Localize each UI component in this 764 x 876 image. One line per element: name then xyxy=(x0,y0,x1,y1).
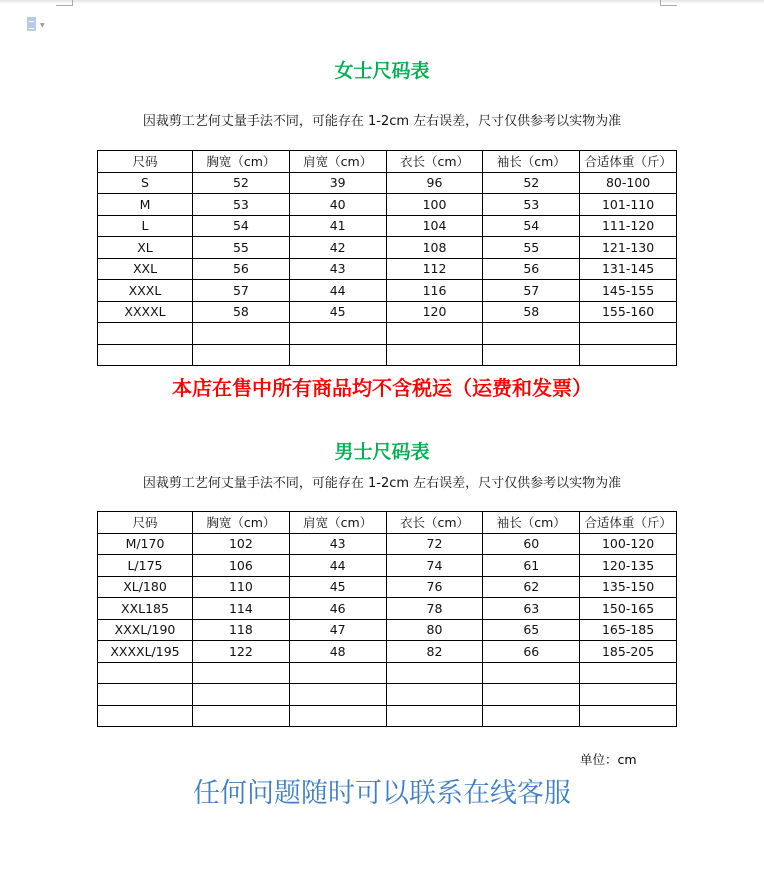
table-cell: 131-145 xyxy=(580,258,677,280)
table-cell: 135-150 xyxy=(580,576,677,598)
table-cell xyxy=(289,705,386,727)
table-row xyxy=(98,172,677,194)
table-row xyxy=(98,598,677,620)
men-size-table xyxy=(97,511,677,727)
table-cell xyxy=(193,684,290,706)
table-cell: 74 xyxy=(386,555,483,577)
chevron-down-icon[interactable]: ▼ xyxy=(40,22,45,29)
table-header-row xyxy=(98,151,677,173)
table-cell: 100-120 xyxy=(580,533,677,555)
table-cell: 108 xyxy=(386,237,483,259)
table-cell xyxy=(580,323,677,345)
table-row xyxy=(98,662,677,684)
table-cell: 66 xyxy=(483,641,580,663)
table-cell: 116 xyxy=(386,280,483,302)
table-row xyxy=(98,641,677,663)
table-cell: XL/180 xyxy=(98,576,193,598)
table-cell: XXXXL/195 xyxy=(98,641,193,663)
table-cell: 43 xyxy=(289,533,386,555)
column-header: 胸宽（cm） xyxy=(193,151,290,173)
table-cell: 82 xyxy=(386,641,483,663)
table-row xyxy=(98,258,677,280)
table-cell: 155-160 xyxy=(580,301,677,323)
column-header: 合适体重（斤） xyxy=(580,512,677,534)
table-cell: 121-130 xyxy=(580,237,677,259)
table-cell xyxy=(483,323,580,345)
table-cell: XXXL xyxy=(98,280,193,302)
table-cell: 45 xyxy=(289,301,386,323)
table-cell xyxy=(483,662,580,684)
table-cell: 58 xyxy=(193,301,290,323)
column-header: 肩宽（cm） xyxy=(289,512,386,534)
tax-notice: 本店在售中所有商品均不含税运（运费和发票） xyxy=(172,376,592,400)
table-cell: 111-120 xyxy=(580,215,677,237)
table-cell: 76 xyxy=(386,576,483,598)
table-cell: 54 xyxy=(483,215,580,237)
table-cell: 62 xyxy=(483,576,580,598)
table-row xyxy=(98,576,677,598)
table-cell xyxy=(483,344,580,366)
women-size-title: 女士尺码表 xyxy=(334,60,430,82)
table-cell: 80-100 xyxy=(580,172,677,194)
table-cell xyxy=(483,705,580,727)
table-cell: XXXL/190 xyxy=(98,619,193,641)
table-cell: 122 xyxy=(193,641,290,663)
table-cell xyxy=(386,705,483,727)
table-cell: 47 xyxy=(289,619,386,641)
table-cell: 61 xyxy=(483,555,580,577)
table-cell: 56 xyxy=(483,258,580,280)
men-size-title: 男士尺码表 xyxy=(334,441,430,463)
table-cell: 65 xyxy=(483,619,580,641)
table-cell xyxy=(193,705,290,727)
table-cell: 56 xyxy=(193,258,290,280)
table-cell: 52 xyxy=(483,172,580,194)
table-cell: 150-165 xyxy=(580,598,677,620)
table-cell xyxy=(580,705,677,727)
table-cell xyxy=(289,323,386,345)
table-cell: 106 xyxy=(193,555,290,577)
table-row xyxy=(98,344,677,366)
women-size-table xyxy=(97,150,677,366)
column-header: 衣长（cm） xyxy=(386,512,483,534)
table-cell: 46 xyxy=(289,598,386,620)
column-header: 尺码 xyxy=(98,151,193,173)
men-note: 因裁剪工艺何丈量手法不同，可能存在 1-2cm 左右误差，尺寸仅供参考以实物为准 xyxy=(142,476,622,491)
table-cell: 53 xyxy=(193,194,290,216)
table-cell xyxy=(98,323,193,345)
table-cell: 57 xyxy=(483,280,580,302)
page-top-edge xyxy=(0,0,764,4)
unit-label: 单位：cm xyxy=(580,752,637,767)
table-row xyxy=(98,237,677,259)
table-cell xyxy=(580,344,677,366)
table-cell xyxy=(580,684,677,706)
table-cell: 78 xyxy=(386,598,483,620)
table-cell: 41 xyxy=(289,215,386,237)
table-cell: XXL xyxy=(98,258,193,280)
table-cell: 120-135 xyxy=(580,555,677,577)
table-cell xyxy=(193,323,290,345)
table-cell: XL xyxy=(98,237,193,259)
table-row xyxy=(98,619,677,641)
table-cell xyxy=(98,662,193,684)
table-cell xyxy=(98,344,193,366)
table-cell: 44 xyxy=(289,555,386,577)
table-cell: 54 xyxy=(193,215,290,237)
table-cell: 112 xyxy=(386,258,483,280)
table-cell: 104 xyxy=(386,215,483,237)
column-header: 合适体重（斤） xyxy=(580,151,677,173)
table-row xyxy=(98,555,677,577)
table-cell xyxy=(289,344,386,366)
table-cell: 102 xyxy=(193,533,290,555)
table-cell: 100 xyxy=(386,194,483,216)
table-cell: 53 xyxy=(483,194,580,216)
table-cell: 52 xyxy=(193,172,290,194)
table-row xyxy=(98,280,677,302)
table-cell: 42 xyxy=(289,237,386,259)
women-note: 因裁剪工艺何丈量手法不同，可能存在 1-2cm 左右误差，尺寸仅供参考以实物为准 xyxy=(142,114,622,129)
table-cell: 55 xyxy=(483,237,580,259)
table-cell: 45 xyxy=(289,576,386,598)
table-row xyxy=(98,215,677,237)
table-cell: 120 xyxy=(386,301,483,323)
table-cell xyxy=(98,705,193,727)
table-cell: 60 xyxy=(483,533,580,555)
table-cell: 57 xyxy=(193,280,290,302)
table-cell: XXXXL xyxy=(98,301,193,323)
table-cell: 58 xyxy=(483,301,580,323)
table-cell: 39 xyxy=(289,172,386,194)
table-cell: 101-110 xyxy=(580,194,677,216)
table-cell: 43 xyxy=(289,258,386,280)
table-cell: 55 xyxy=(193,237,290,259)
column-header: 袖长（cm） xyxy=(483,151,580,173)
table-row xyxy=(98,323,677,345)
column-header: 尺码 xyxy=(98,512,193,534)
table-cell: 114 xyxy=(193,598,290,620)
table-cell: 72 xyxy=(386,533,483,555)
table-cell: 44 xyxy=(289,280,386,302)
table-cell xyxy=(193,662,290,684)
table-cell: 48 xyxy=(289,641,386,663)
table-row xyxy=(98,194,677,216)
table-cell xyxy=(98,684,193,706)
table-cell: 80 xyxy=(386,619,483,641)
table-cell xyxy=(580,662,677,684)
paste-options-icon[interactable] xyxy=(27,17,36,31)
column-header: 胸宽（cm） xyxy=(193,512,290,534)
table-row xyxy=(98,684,677,706)
margin-mark-left xyxy=(56,0,73,6)
table-cell: 96 xyxy=(386,172,483,194)
table-cell: 145-155 xyxy=(580,280,677,302)
column-header: 肩宽（cm） xyxy=(289,151,386,173)
table-cell xyxy=(386,684,483,706)
table-row xyxy=(98,533,677,555)
column-header: 袖长（cm） xyxy=(483,512,580,534)
table-cell: XXL185 xyxy=(98,598,193,620)
table-cell: 110 xyxy=(193,576,290,598)
table-cell: 165-185 xyxy=(580,619,677,641)
table-cell xyxy=(483,684,580,706)
table-row xyxy=(98,705,677,727)
table-cell xyxy=(386,662,483,684)
table-cell: S xyxy=(98,172,193,194)
table-cell: 118 xyxy=(193,619,290,641)
table-cell: L/175 xyxy=(98,555,193,577)
margin-mark-right xyxy=(660,0,677,6)
table-row xyxy=(98,301,677,323)
table-cell: 63 xyxy=(483,598,580,620)
table-cell xyxy=(386,323,483,345)
table-header-row xyxy=(98,512,677,534)
table-cell: 40 xyxy=(289,194,386,216)
table-cell: M xyxy=(98,194,193,216)
table-cell xyxy=(289,684,386,706)
table-cell: 185-205 xyxy=(580,641,677,663)
table-cell xyxy=(386,344,483,366)
table-cell: M/170 xyxy=(98,533,193,555)
table-cell xyxy=(289,662,386,684)
contact-notice: 任何问题随时可以联系在线客服 xyxy=(193,778,571,809)
table-cell xyxy=(193,344,290,366)
table-cell: L xyxy=(98,215,193,237)
column-header: 衣长（cm） xyxy=(386,151,483,173)
